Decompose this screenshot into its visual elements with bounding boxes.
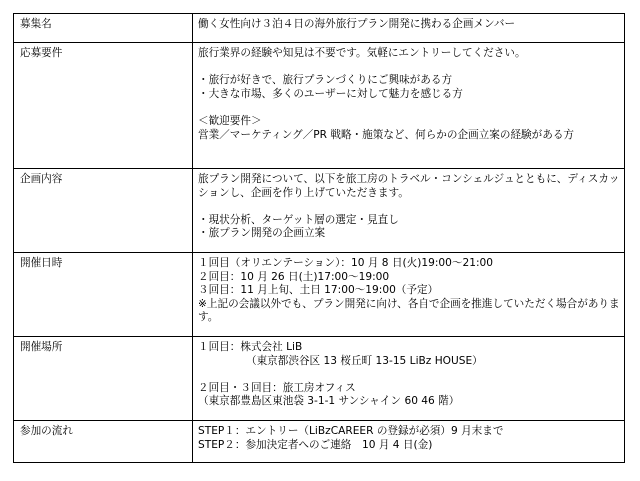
recruitment-table <box>13 13 625 463</box>
table-row-schedule <box>14 253 625 337</box>
content-line: １回目（オリエンテーション）：10 月 8 日(火)19:00～21:00 <box>198 257 493 269</box>
content-line: １回目：株式会社 LiB <box>198 341 303 353</box>
blank-line <box>198 61 620 75</box>
row-label: 開催日時 <box>14 253 193 337</box>
row-content <box>193 421 625 463</box>
row-content <box>193 43 625 169</box>
blank-line <box>198 368 620 382</box>
content-line: 旅行業界の経験や知見は不要です。気軽にエントリーしてください。 <box>198 47 526 59</box>
row-label: 応募要件 <box>14 43 193 169</box>
content-line: ＜歓迎要件＞ <box>198 114 262 127</box>
content-line: 旅プラン開発について、以下を旅工房のトラベル・コンシェルジュとともに、ディスカッションし、企画を作り上げていただきます。 <box>198 173 620 199</box>
row-content <box>193 253 625 337</box>
content-line: ・現状分析、ターゲット層の選定・見直し <box>198 213 399 226</box>
content-line: 営業／マーケティング／PR 戦略・施策など、何らかの企画立案の経験がある方 <box>198 128 575 141</box>
content-line: ・大きな市場、多くのユーザーに対して魅力を感じる方 <box>198 87 463 100</box>
row-content <box>193 14 625 43</box>
content-line: （東京都渋谷区 13 桜丘町 13-15 LiBz HOUSE） <box>246 354 483 367</box>
row-label: 開催場所 <box>14 337 193 421</box>
content-line: ３回目：11 月上旬、土日 17:00～19:00（予定） <box>198 284 439 297</box>
table-row-flow <box>14 421 625 463</box>
row-content <box>193 169 625 253</box>
table-row-title <box>14 14 625 43</box>
content-line: ２回目：10 月 26 日(土)17:00～19:00 <box>198 270 390 283</box>
row-label: 参加の流れ <box>14 421 193 463</box>
content-line: ・旅プラン開発の企画立案 <box>198 227 326 240</box>
blank-line <box>198 101 620 115</box>
table-row-plan-content <box>14 169 625 253</box>
row-content <box>193 337 625 421</box>
content-line: （東京都豊島区東池袋 3-1-1 サンシャイン 60 46 階） <box>198 395 460 408</box>
content-line: 働く女性向け３泊４日の海外旅行プラン開発に携わる企画メンバー <box>198 18 516 30</box>
content-line: STEP１：エントリー（LiBzCAREER の登録が必須）9 月末まで <box>198 425 504 437</box>
blank-line <box>198 200 620 214</box>
row-label: 募集名 <box>14 14 193 43</box>
content-line: ２回目・３回目：旅工房オフィス <box>198 381 356 394</box>
content-line: ・旅行が好きで、旅行プランづくりにご興味がある方 <box>198 74 453 87</box>
table-row-requirements <box>14 43 625 169</box>
content-line: ※上記の会議以外でも、プラン開発に向け、各自で企画を推進していただく場合があります。 <box>198 297 620 324</box>
row-label: 企画内容 <box>14 169 193 253</box>
content-line: STEP２：参加決定者へのご連絡 10 月 4 日(金) <box>198 438 433 451</box>
table-row-venue <box>14 337 625 421</box>
